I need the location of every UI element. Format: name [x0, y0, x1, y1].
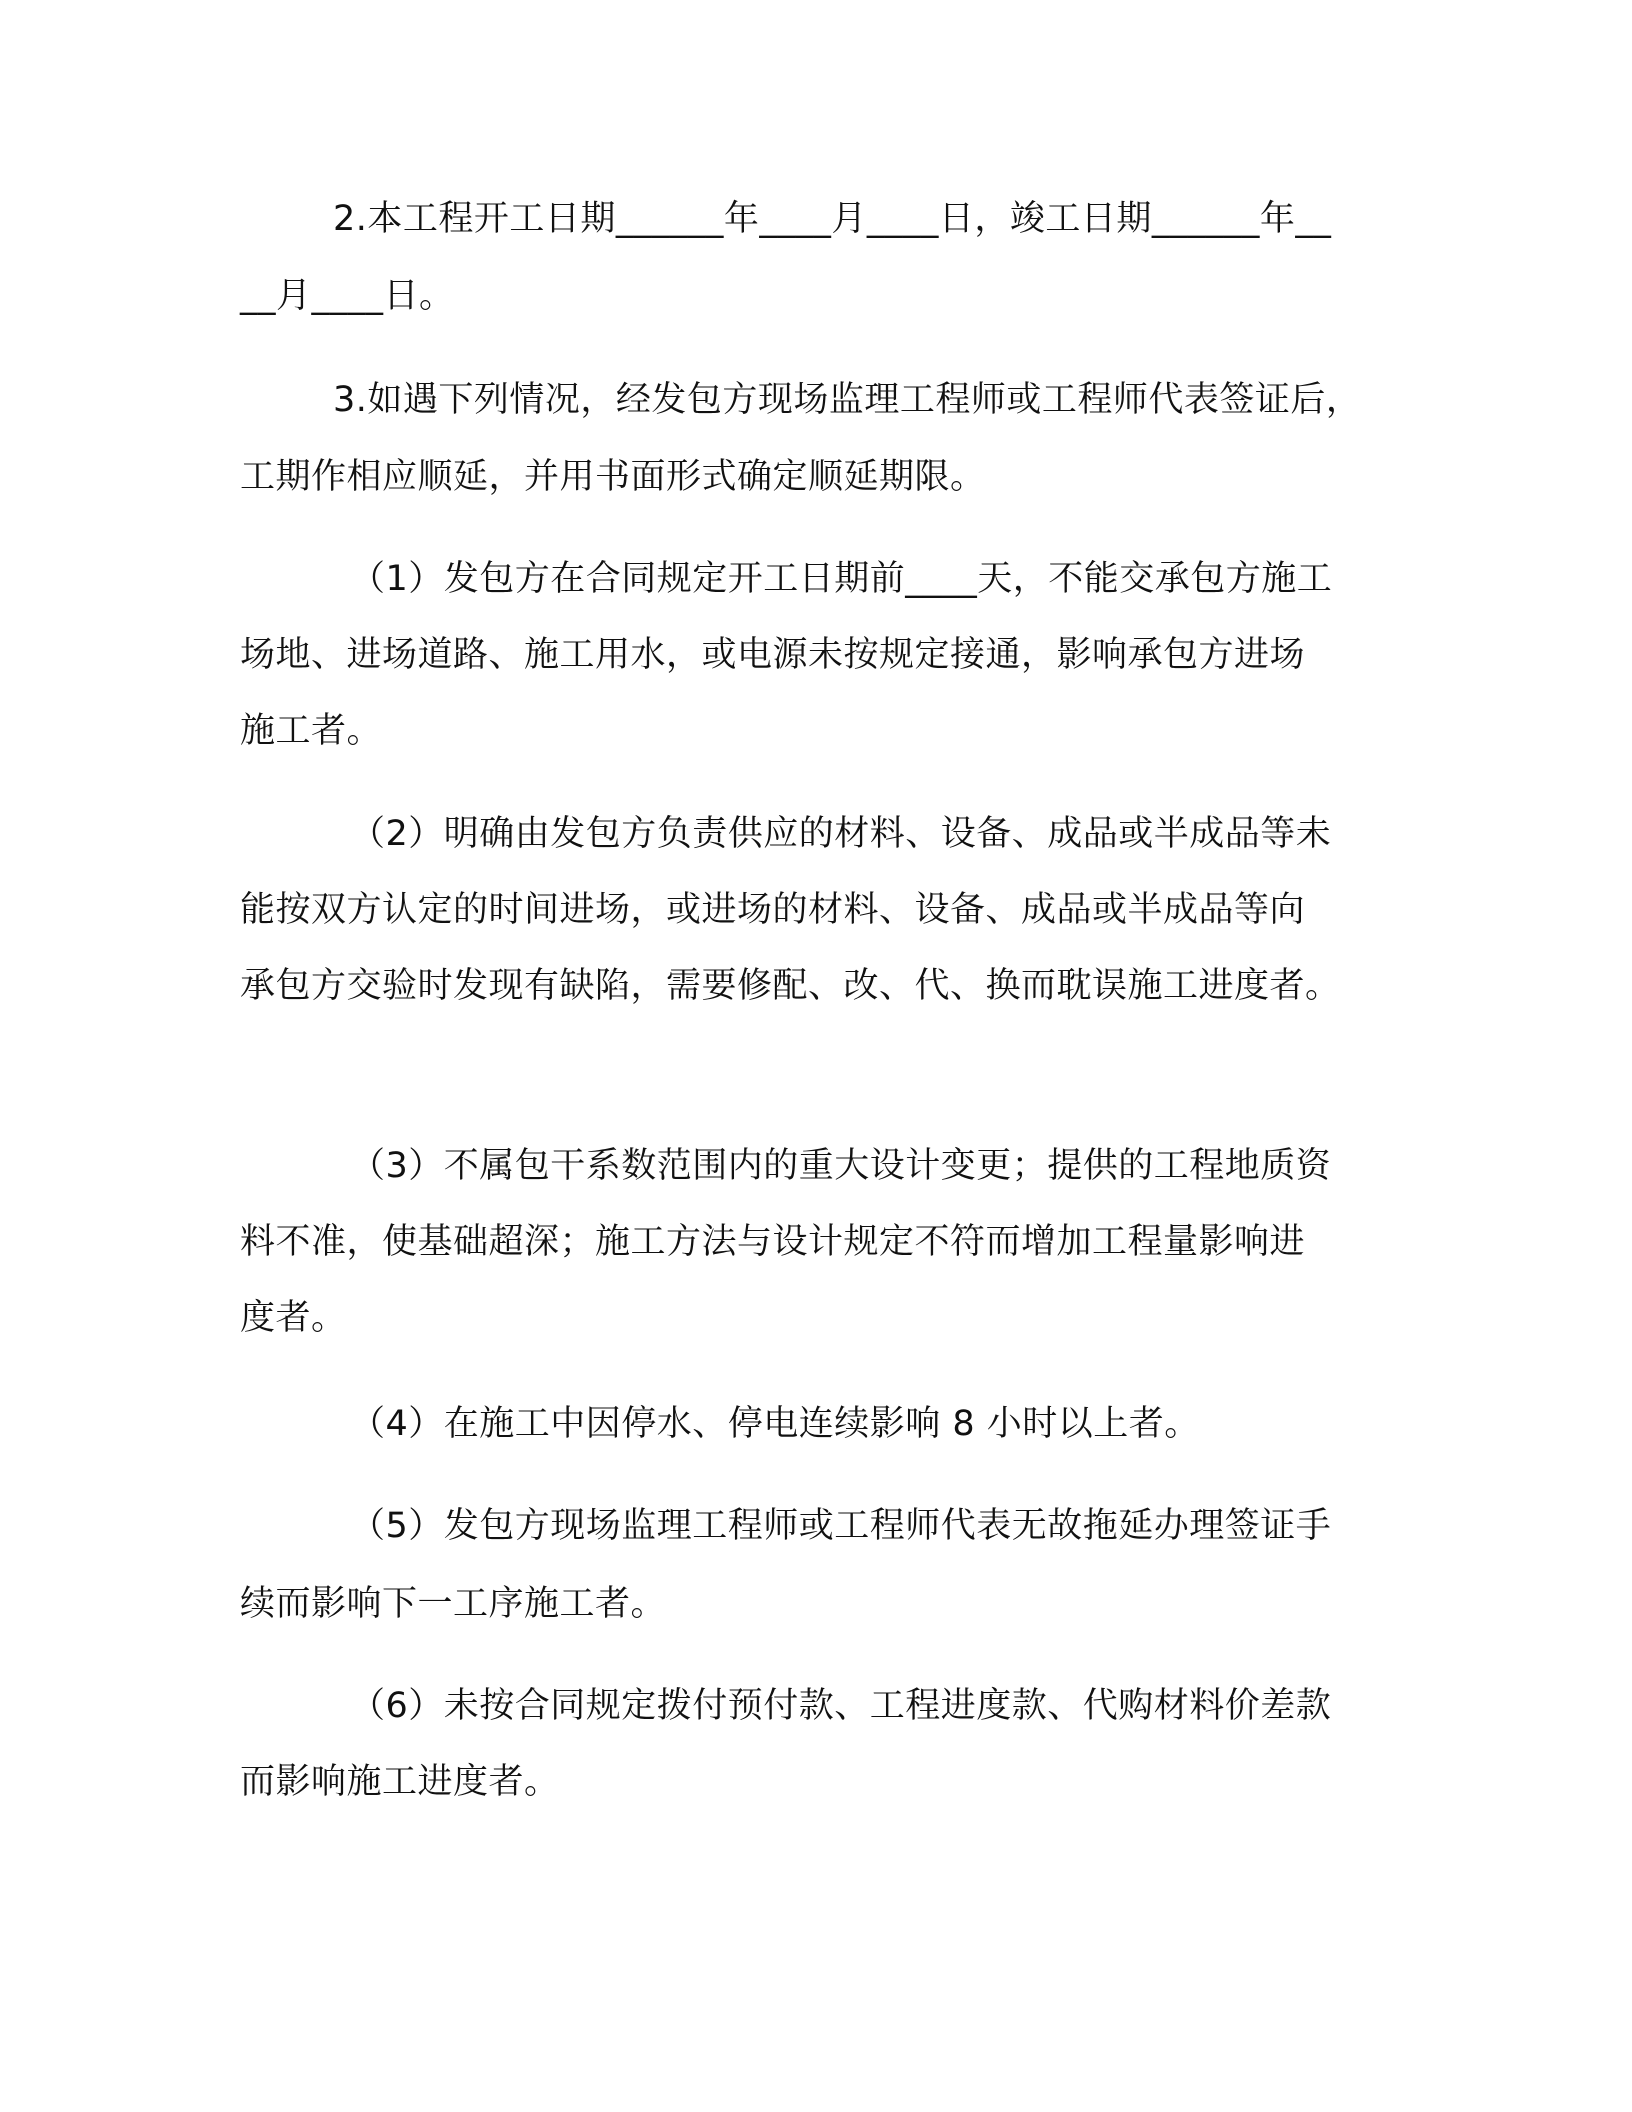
item-2-line-1: （2）明确由发包方负责供应的材料、设备、成品或半成品等未	[350, 814, 1332, 854]
item-1-line-3: 施工者。	[240, 711, 383, 751]
item-1-line-2: 场地、进场道路、施工用水，或电源未按规定接通，影响承包方进场	[240, 635, 1306, 675]
item-5-line-2: 续而影响下一工序施工者。	[240, 1584, 667, 1624]
item-6-line-2: 而影响施工进度者。	[240, 1762, 560, 1802]
item-3-line-3: 度者。	[240, 1298, 347, 1338]
item-3-line-2: 料不准，使基础超深；施工方法与设计规定不符而增加工程量影响进	[240, 1222, 1306, 1262]
item-6-line-1: （6）未按合同规定拨付预付款、工程进度款、代购材料价差款	[350, 1686, 1332, 1726]
clause-3-line-1: 3.如遇下列情况，经发包方现场监理工程师或工程师代表签证后，	[333, 380, 1362, 420]
item-3-line-1: （3）不属包干系数范围内的重大设计变更；提供的工程地质资	[350, 1146, 1332, 1186]
item-5-line-1: （5）发包方现场监理工程师或工程师代表无故拖延办理签证手	[350, 1506, 1332, 1546]
item-4-line-1: （4）在施工中因停水、停电连续影响 8 小时以上者。	[350, 1404, 1200, 1444]
clause-3-line-2: 工期作相应顺延，并用书面形式确定顺延期限。	[240, 457, 986, 497]
item-2-line-2: 能按双方认定的时间进场，或进场的材料、设备、成品或半成品等向	[240, 890, 1306, 930]
item-1-line-1: （1）发包方在合同规定开工日期前____天，不能交承包方施工	[350, 559, 1333, 599]
clause-2-line-2: __月____日。	[240, 276, 455, 316]
item-2-line-3: 承包方交验时发现有缺陷，需要修配、改、代、换而耽误施工进度者。	[240, 966, 1341, 1006]
clause-2-line-1: 2.本工程开工日期______年____月____日，竣工日期______年__	[333, 199, 1332, 239]
